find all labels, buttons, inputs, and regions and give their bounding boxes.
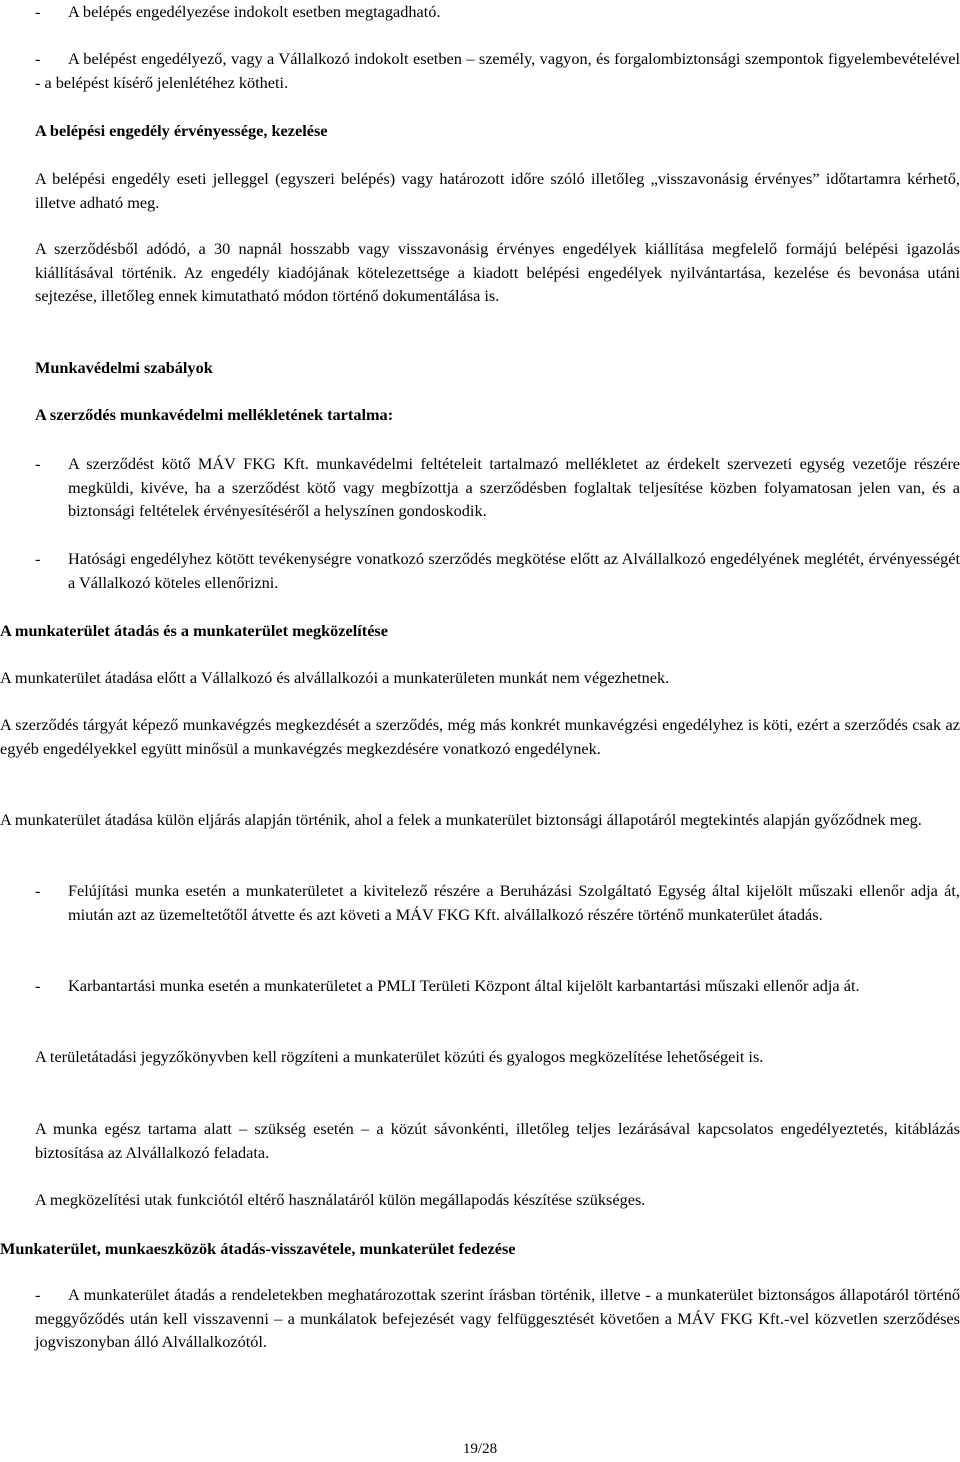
list-item-text: A belépés engedélyezése indokolt esetben megtagadható. <box>68 2 441 21</box>
bullet-dash: - <box>35 1285 41 1304</box>
paragraph: A szerződés tárgyát képező munkavégzés megkezdését a szerződés, még más konkrét munkavégzési engedélyhez is köti, ezért a szerződés csak az egyéb engedélyekkel együtt minősül a munkavégzés megkezdésére vonatkozó engedélynek. <box>0 715 960 758</box>
section-heading: Munkaterület, munkaeszközök átadás-visszavétele, munkaterület fedezése <box>0 1239 516 1258</box>
subsection-heading: A szerződés munkavédelmi mellékletének tartalma: <box>35 405 394 424</box>
list-item-text: Karbantartási munka esetén a munkaterületet a PMLI Területi Központ által kijelölt karbantartási műszaki ellenőr adja át. <box>68 976 860 995</box>
paragraph: A megközelítési utak funkciótól eltérő használatáról külön megállapodás készítése szükséges. <box>35 1190 646 1209</box>
list-item <box>35 452 960 548</box>
list-item-text: A szerződést kötő MÁV FKG Kft. munkavédelmi feltételeit tartalmazó mellékletet az érdekelt szervezeti egység vezetője részére megküldi, kivéve, ha a szerződést kötő vagy megbízottja a szerződésben foglaltak teljesítése közben folyamatosan jelen van, és a biztonsági feltételek érvényesítéséről a helyszínen gondoskodik. <box>68 454 960 520</box>
list-item <box>35 0 960 24</box>
bullet-dash: - <box>35 976 41 995</box>
paragraph: A munkaterület átadása külön eljárás alapján történik, ahol a felek a munkaterület biztonsági állapotáról megtekintés alapján győződnek meg. <box>0 810 922 829</box>
paragraph: A területátadási jegyzőkönyvben kell rögzíteni a munkaterület közúti és gyalogos megközelítése lehetőségeit is. <box>35 1047 764 1066</box>
paragraph: A szerződésből adódó, a 30 napnál hosszabb vagy visszavonásig érvényes engedélyek kiállítása megfelelő formájú belépési igazolás kiállításával történik. Az engedély kiadójának kötelezettsége a kiadott belépési engedélyek nyilvántartása, kezelése és bevonása utáni sejtezése, illetőleg ennek kimutatható módon történő dokumentálása is. <box>35 239 960 305</box>
paragraph: A munkaterület átadása előtt a Vállalkozó és alvállalkozói a munkaterületen munkát nem végezhetnek. <box>0 668 670 687</box>
bullet-dash: - <box>35 549 41 568</box>
bullet-dash: - <box>35 2 41 21</box>
list-item-text: Hatósági engedélyhez kötött tevékenységre vonatkozó szerződés megkötése előtt az Alvállalkozó engedélyének meglétét, érvényességét a Vállalkozó köteles ellenőrizni. <box>68 549 960 592</box>
paragraph: A munka egész tartama alatt – szükség esetén – a közút sávonkénti, illetőleg teljes lezárásával kapcsolatos engedélyeztetés, kitáblázás biztosítása az Alvállalkozó feladata. <box>35 1119 960 1162</box>
bullet-dash: - <box>35 881 41 900</box>
list-item <box>35 974 960 1022</box>
list-item <box>35 547 960 595</box>
section-heading: A belépési engedély érvényessége, kezelése <box>35 121 328 140</box>
page-number: 19/28 <box>462 1441 498 1457</box>
section-heading: Munkavédelmi szabályok <box>35 358 213 377</box>
list-item-text: A munkaterület átadás a rendeletekben meghatározottak szerint írásban történik, illetve - a munkaterület biztonságos állapotáról történő meggyőződés után kell visszavenni – a munkálatok befejezését vagy felfüggesztését követően a MÁV FKG Kft.-vel közvetlen szerződéses jogviszonyban álló Alvállalkozótól. <box>35 1285 960 1351</box>
section-heading: A munkaterület átadás és a munkaterület megközelítése <box>0 621 388 640</box>
list-item-text: Felújítási munka esetén a munkaterületet a kivitelező részére a Beruházási Szolgáltató Egység által kijelölt műszaki ellenőr adja át, miután azt az üzemeltetőtől átvette és azt követi a MÁV FKG Kft. alvállalkozó részére történő munkaterület átadás. <box>68 881 960 924</box>
paragraph: A belépési engedély eseti jelleggel (egyszeri belépés) vagy határozott időre szóló illetőleg „visszavonásig érvényes” időtartamra kérhető, illetve adható meg. <box>35 169 960 212</box>
bullet-dash: - <box>35 454 41 473</box>
list-item <box>35 879 960 951</box>
list-item-text: A belépést engedélyező, vagy a Vállalkozó indokolt esetben – személy, vagyon, és forgalombiztonsági szempontok figyelembevételével - a belépést kísérő jelenlétéhez kötheti. <box>35 49 960 92</box>
bullet-dash: - <box>35 49 41 68</box>
